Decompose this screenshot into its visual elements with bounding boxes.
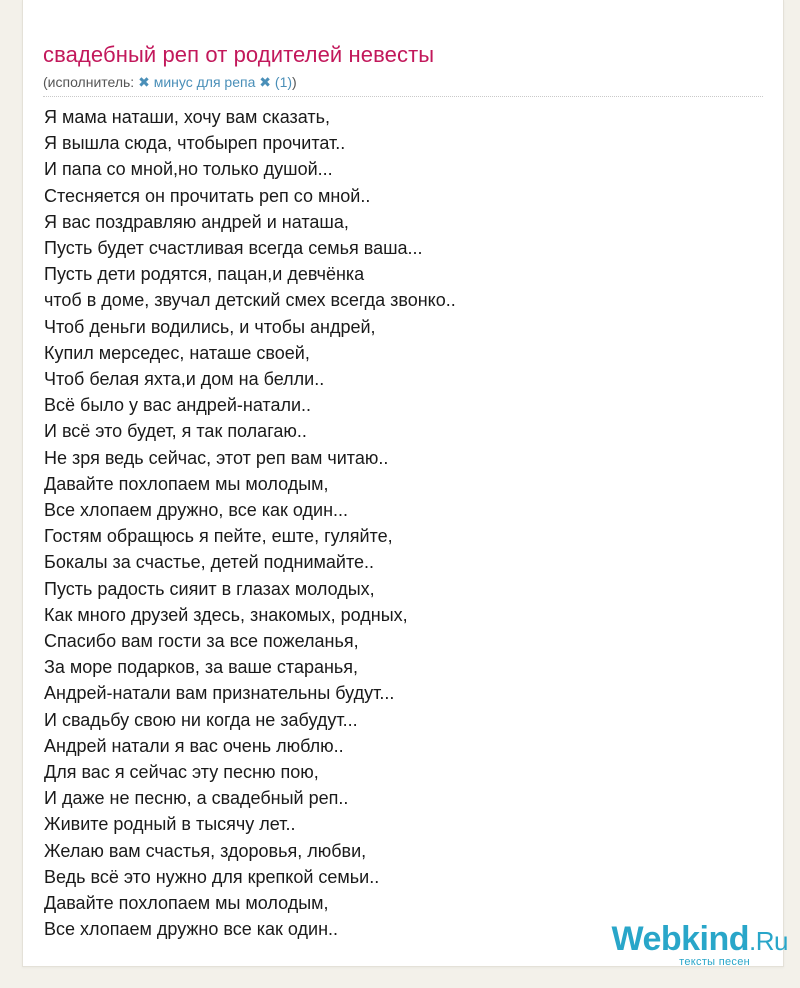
lyric-line: И всё это будет, я так полагаю.. [44,421,307,442]
lyric-line: Пусть дети родятся, пацан,и девчёнка [44,264,365,285]
lyric-line: Я вышла сюда, чтобыреп прочитат.. [44,133,346,154]
site-logo[interactable] [611,922,788,968]
remove-artist-icon[interactable]: ✖ [138,74,150,90]
lyric-line: И папа со мной,но только душой... [44,159,333,180]
header-divider [43,96,763,97]
lyrics-page [22,0,784,967]
lyric-line: Гостям обращюсь я пейте, еште, гуляйте, [44,526,393,547]
lyric-line: И даже не песню, а свадебный реп.. [44,788,349,809]
lyric-line: За море подарков, за ваше старанья, [44,657,359,678]
lyric-line: Желаю вам счастья, здоровья, любви, [44,840,367,861]
lyric-line: Живите родный в тысячу лет.. [44,814,296,835]
lyric-line: Андрей-натали вам признательны будут... [44,683,395,704]
remove-tag-icon[interactable]: ✖ [259,74,272,90]
lyrics-list [44,104,456,943]
meta-open-text: (исполнитель: [43,74,135,90]
song-meta [43,74,297,91]
lyric-line: Стесняется он прочитать реп со мной.. [44,185,371,206]
lyric-line: Купил мерседес, наташе своей, [44,342,310,363]
lyric-line: Бокалы за счастье, детей поднимайте.. [44,552,375,573]
lyric-line: Не зря ведь сейчас, этот реп вам читаю.. [44,447,389,468]
lyric-line: чтоб в доме, звучал детский смех всегда звонко.. [44,290,456,311]
logo-wordmark [611,922,788,958]
tag-link[interactable]: минус для репа [153,74,256,90]
logo-domain-text: .Ru [749,926,788,956]
lyric-line: Я вас поздравляю андрей и наташа, [44,211,349,232]
lyric-line: Чтоб белая яхта,и дом на белли.. [44,369,325,390]
lyric-line: Чтоб деньги водились, и чтобы андрей, [44,316,376,337]
lyric-line: Спасибо вам гости за все пожеланья, [44,631,359,652]
logo-subtitle: тексты песен [679,956,750,968]
tag-count: (1) [274,74,293,90]
lyric-line: Давайте похлопаем мы молодым, [44,473,329,494]
lyric-line: Пусть радость сияит в глазах молодых, [44,578,375,599]
logo-main-text: Webkind [611,920,750,958]
lyric-line: И свадьбу свою ни когда не забудут... [44,709,358,730]
song-title: свадебный реп от родителей невесты [43,42,435,67]
lyric-line: Давайте похлопаем мы молодым, [44,893,329,914]
lyric-line: Я мама наташи, хочу вам сказать, [44,107,330,127]
lyric-line: Ведь всё это нужно для крепкой семьи.. [44,866,380,887]
lyric-line: Как много друзей здесь, знакомых, родных, [44,604,408,625]
lyric-line: Всё было у вас андрей-натали.. [44,395,312,416]
meta-close-text: ) [292,74,297,90]
lyric-line: Все хлопаем дружно, все как один... [44,500,349,521]
lyric-line: Пусть будет счастливая всегда семья ваша... [44,238,423,259]
lyric-line: Для вас я сейчас эту песню пою, [44,762,319,783]
lyric-line: Андрей натали я вас очень люблю.. [44,735,344,756]
lyric-line: Все хлопаем дружно все как один.. [44,919,339,940]
